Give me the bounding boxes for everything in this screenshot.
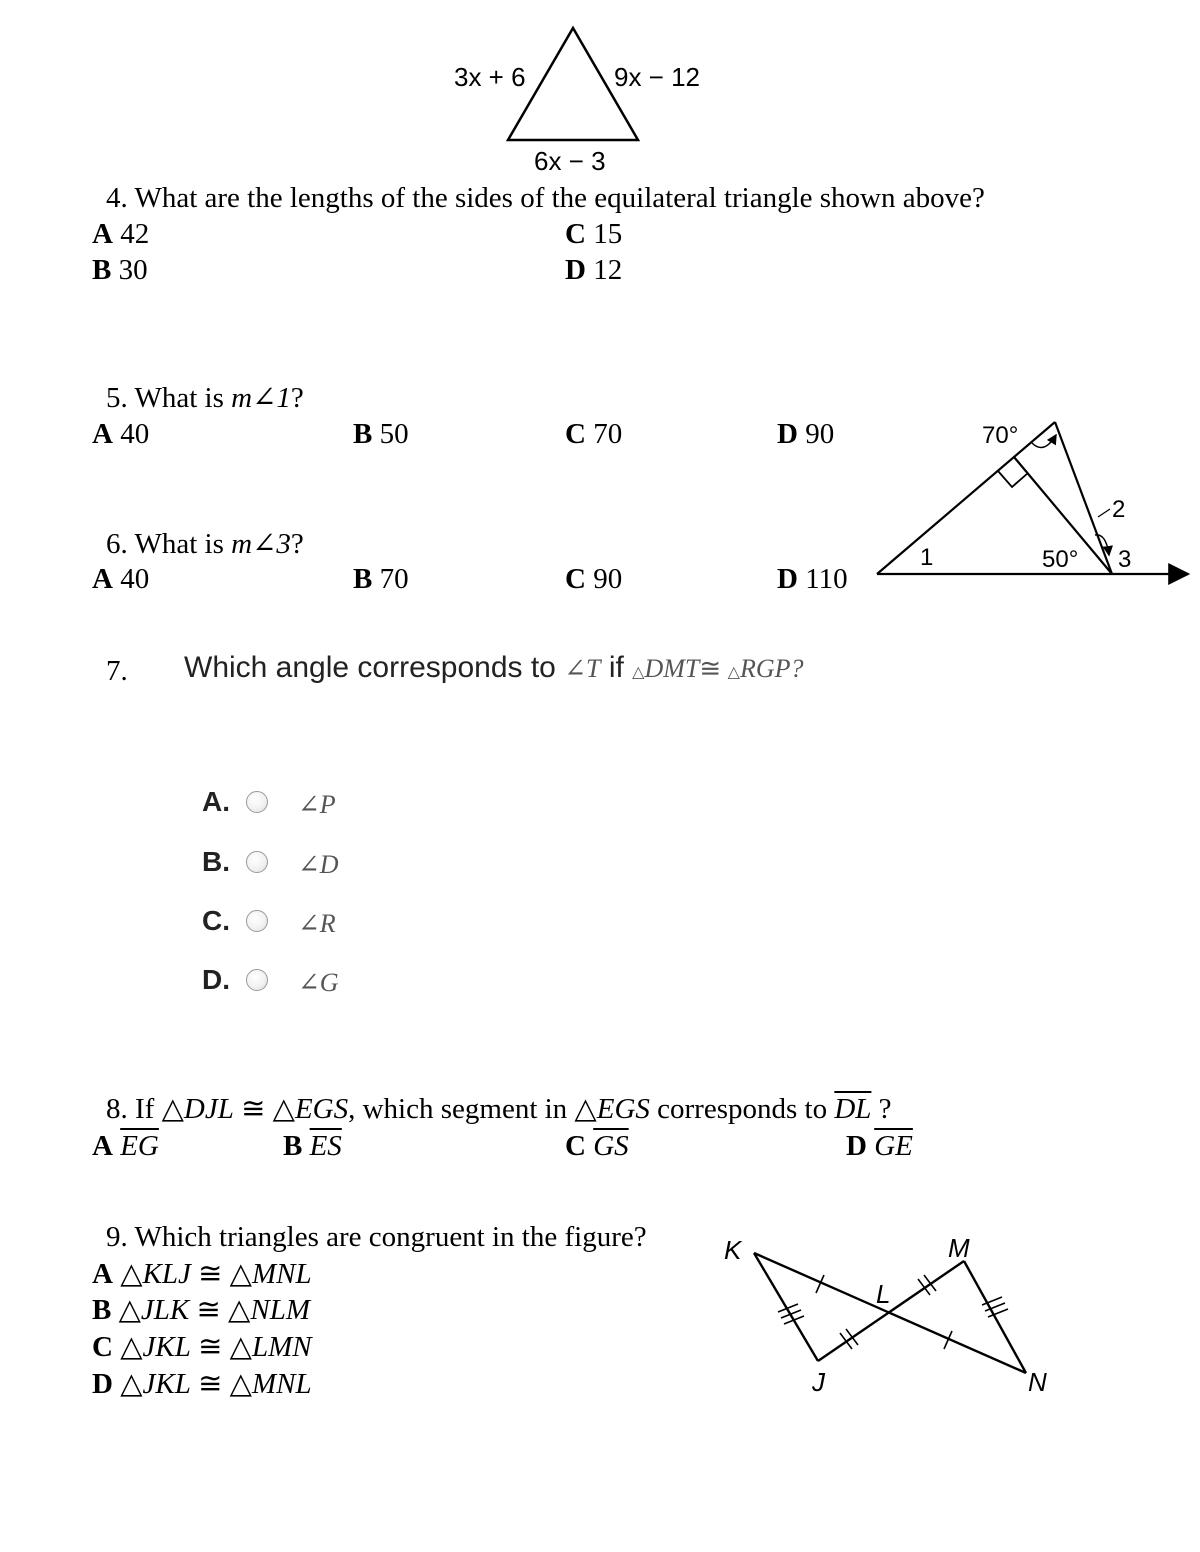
segment-kj bbox=[754, 1253, 818, 1361]
angle-triangle-figure bbox=[860, 405, 1200, 595]
q6-option-c bbox=[565, 563, 622, 595]
q5-option-c-text: 70 bbox=[593, 418, 623, 450]
q7-option-b-label: B. bbox=[202, 846, 230, 877]
q8-option-d-letter: D bbox=[846, 1130, 867, 1162]
q5-option-a-letter: A bbox=[92, 418, 113, 450]
q9-option-b: B △JLK ≅ △NLM bbox=[92, 1294, 310, 1326]
q7-option-a-label: A. bbox=[202, 786, 230, 817]
q5-question bbox=[106, 382, 304, 414]
q9-option-a: A △KLJ ≅ △MNL bbox=[92, 1258, 312, 1290]
q4-option-a bbox=[92, 218, 149, 250]
q4-option-a-letter: A bbox=[92, 218, 113, 250]
q6-question-math: m∠3 bbox=[231, 528, 291, 560]
q4-option-d-letter: D bbox=[565, 254, 586, 286]
q7-option-c-value: ∠R bbox=[298, 909, 336, 938]
q8-t2: EGS bbox=[294, 1093, 349, 1125]
q5-option-c-letter: C bbox=[565, 418, 586, 450]
q4-option-a-text: 42 bbox=[120, 218, 150, 250]
q4-option-c-text: 15 bbox=[593, 218, 623, 250]
segment-mn bbox=[964, 1261, 1026, 1373]
q5-option-d bbox=[777, 418, 834, 450]
q8-option-b-letter: B bbox=[283, 1130, 303, 1162]
q5-option-d-letter: D bbox=[777, 418, 798, 450]
q4-option-b-letter: B bbox=[92, 254, 112, 286]
equilateral-triangle-figure bbox=[430, 20, 750, 180]
q4-option-b bbox=[92, 254, 148, 286]
q6-question bbox=[106, 528, 304, 560]
q4-option-c-letter: C bbox=[565, 218, 586, 250]
q5-question-math: m∠1 bbox=[231, 382, 291, 414]
q7-if: if bbox=[608, 651, 624, 684]
q7-option-a-value: ∠P bbox=[298, 790, 336, 819]
q9-option-b-t1: JLK bbox=[140, 1294, 190, 1326]
q8-end: ? bbox=[871, 1093, 892, 1125]
angle-label-3: 3 bbox=[1118, 546, 1132, 573]
q5-option-a-text: 40 bbox=[120, 418, 150, 450]
q9-option-c: C △JKL ≅ △LMN bbox=[92, 1331, 312, 1363]
q5-question-pre: 5. What is bbox=[106, 382, 232, 414]
q7-question bbox=[184, 651, 804, 690]
q7-tri1: DMT bbox=[644, 654, 700, 683]
q4-option-d bbox=[565, 254, 622, 286]
q5-option-c bbox=[565, 418, 622, 450]
q5-option-b-text: 50 bbox=[379, 418, 409, 450]
q4-option-b-text: 30 bbox=[118, 254, 148, 286]
q7-angle: ∠T bbox=[564, 654, 601, 683]
q5-option-d-text: 90 bbox=[805, 418, 835, 450]
q8-cong: ≅ △ bbox=[233, 1093, 295, 1125]
point-label-n: N bbox=[1028, 1367, 1047, 1397]
q7-cong: ≅ bbox=[699, 654, 722, 683]
q9-question: 9. Which triangles are congruent in the figure? bbox=[106, 1221, 647, 1253]
q5-option-b bbox=[353, 418, 409, 450]
q8-option-a-seg: $\overline{EG}$ bbox=[120, 1130, 159, 1162]
q7-option-d[interactable] bbox=[202, 964, 362, 1000]
q8-option-d-seg: $\overline{GE}$ bbox=[874, 1130, 913, 1162]
q6-option-c-letter: C bbox=[565, 563, 586, 595]
q9-option-a-t1: KLJ bbox=[142, 1258, 191, 1290]
q9-option-d-letter: D bbox=[92, 1368, 113, 1400]
q4-question: 4. What are the lengths of the sides of the equilateral triangle shown above? bbox=[106, 182, 985, 214]
q6-option-c-text: 90 bbox=[593, 563, 623, 595]
q7-option-b-value: ∠D bbox=[298, 850, 339, 879]
q7-option-d-radio[interactable] bbox=[246, 969, 268, 991]
q9-option-c-t1: JKL bbox=[142, 1331, 191, 1363]
point-label-l: L bbox=[876, 1279, 891, 1309]
q6-option-b-letter: B bbox=[353, 563, 373, 595]
q7-option-a-radio[interactable] bbox=[246, 791, 268, 813]
side-label-left: 3x + 6 bbox=[454, 62, 526, 92]
q7-option-c-radio[interactable] bbox=[246, 910, 268, 932]
point-label-j: J bbox=[812, 1367, 825, 1397]
q6-option-d-text: 110 bbox=[805, 563, 848, 595]
q7-tri2: RGP bbox=[739, 654, 791, 683]
q7-option-c[interactable] bbox=[202, 905, 362, 941]
segment-jm bbox=[818, 1261, 964, 1361]
q8-option-c-letter: C bbox=[565, 1130, 586, 1162]
q9-option-b-letter: B bbox=[92, 1294, 112, 1326]
q7-number: 7. bbox=[106, 655, 128, 687]
q8-t1: DJL bbox=[183, 1093, 234, 1125]
q9-option-d: D △JKL ≅ △MNL bbox=[92, 1368, 312, 1400]
point-label-m: M bbox=[948, 1233, 970, 1263]
q7-text: Which angle corresponds to bbox=[184, 651, 556, 684]
q6-option-d-letter: D bbox=[777, 563, 798, 595]
q4-option-c bbox=[565, 218, 622, 250]
top-angle-arc bbox=[1032, 435, 1056, 448]
q9-option-a-t2: MNL bbox=[251, 1258, 312, 1290]
q6-option-d bbox=[777, 563, 848, 595]
q6-option-b-text: 70 bbox=[379, 563, 409, 595]
q9-option-c-letter: C bbox=[92, 1331, 113, 1363]
q7-option-b-radio[interactable] bbox=[246, 851, 268, 873]
q8-option-c bbox=[565, 1130, 629, 1162]
q6-question-post: ? bbox=[290, 528, 304, 560]
q8-option-a-letter: A bbox=[92, 1130, 113, 1162]
q9-option-d-t1: JKL bbox=[142, 1368, 191, 1400]
q8-option-c-seg: $\overline{GS}$ bbox=[593, 1130, 629, 1162]
right-angle-mark bbox=[998, 471, 1028, 487]
q8-option-b-seg: $\overline{ES}$ bbox=[309, 1130, 342, 1162]
q6-question-pre: 6. What is bbox=[106, 528, 232, 560]
q8-option-a bbox=[92, 1130, 159, 1162]
q8-pre: 8. If △ bbox=[106, 1093, 184, 1125]
q7-qmark: ? bbox=[790, 654, 804, 683]
q8-post: corresponds to bbox=[649, 1093, 835, 1125]
q9-option-a-letter: A bbox=[92, 1258, 113, 1290]
q7-option-c-label: C. bbox=[202, 905, 230, 936]
q8-question bbox=[106, 1093, 892, 1125]
q9-option-b-t2: NLM bbox=[250, 1294, 310, 1326]
side-label-right: 9x − 12 bbox=[614, 62, 701, 92]
q7-option-b[interactable] bbox=[202, 846, 362, 882]
q6-option-b bbox=[353, 563, 409, 595]
angle-2-pointer bbox=[1098, 509, 1110, 517]
q4-option-d-text: 12 bbox=[593, 254, 623, 286]
angle-label-50: 50° bbox=[1042, 546, 1079, 573]
q8-option-d bbox=[846, 1130, 913, 1162]
congruent-triangles-figure bbox=[716, 1225, 1066, 1400]
q8-seg: $\overline{DL}$ bbox=[834, 1093, 872, 1125]
q5-question-post: ? bbox=[290, 382, 304, 414]
q6-option-a-letter: A bbox=[92, 563, 113, 595]
side-label-bottom: 6x − 3 bbox=[534, 146, 606, 176]
angle-label-2: 2 bbox=[1112, 496, 1126, 523]
q5-option-b-letter: B bbox=[353, 418, 373, 450]
q8-t3: EGS bbox=[596, 1093, 650, 1125]
angle-label-70: 70° bbox=[982, 422, 1019, 449]
q9-option-d-t2: MNL bbox=[251, 1368, 312, 1400]
q8-option-b bbox=[283, 1130, 342, 1162]
q7-option-a[interactable] bbox=[202, 786, 362, 822]
q7-option-d-value: ∠G bbox=[298, 968, 339, 997]
q7-option-d-label: D. bbox=[202, 964, 230, 995]
triangle-icon: △ bbox=[632, 664, 645, 681]
q5-option-a bbox=[92, 418, 149, 450]
left-side bbox=[877, 422, 1055, 574]
angle-label-1: 1 bbox=[920, 544, 934, 571]
q6-option-a bbox=[92, 563, 149, 595]
triangle-icon: △ bbox=[727, 664, 740, 681]
q9-option-c-t2: LMN bbox=[251, 1331, 312, 1363]
point-label-k: K bbox=[724, 1235, 742, 1265]
triple-tick-kj bbox=[778, 1304, 804, 1324]
q8-mid: , which segment in △ bbox=[348, 1093, 597, 1125]
q6-option-a-text: 40 bbox=[120, 563, 150, 595]
